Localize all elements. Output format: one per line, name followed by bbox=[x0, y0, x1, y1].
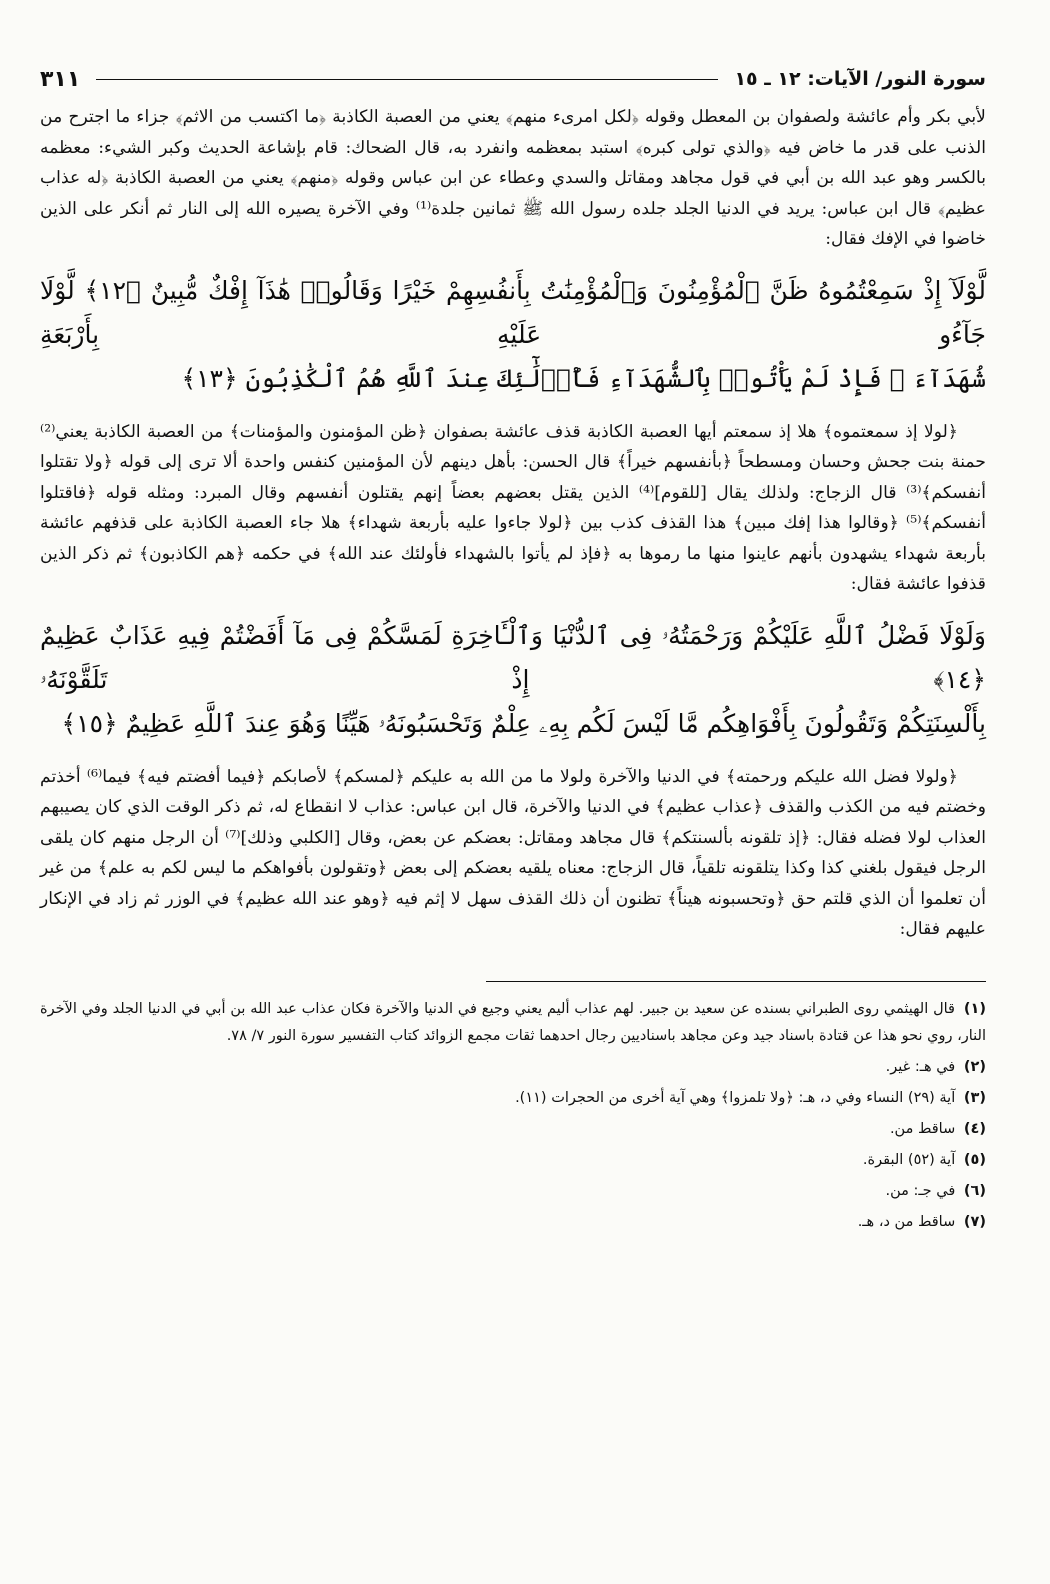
footnote bbox=[40, 1085, 986, 1112]
verse-line: بِأَلْسِنَتِكُمْ وَتَقُولُونَ بِأَفْوَاهِكُم مَّا لَيْسَ لَكُم بِهِۦ عِلْمٌ وَتَحْسَبُونَهُۥ هَيِّنًا وَهُوَ عِندَ ٱللَّهِ عَظِيمٌ ﴿١٥﴾ bbox=[61, 708, 986, 738]
footnote bbox=[40, 1178, 986, 1205]
footnote-text: آية (٥٢) البقرة. bbox=[862, 1151, 956, 1168]
footnote bbox=[40, 1116, 986, 1143]
footnote-marker: (٧) bbox=[963, 1213, 986, 1230]
footnote bbox=[40, 1147, 986, 1174]
footnote-marker: (٤) bbox=[963, 1120, 986, 1137]
quran-verse-block bbox=[40, 614, 986, 746]
header-rule bbox=[96, 79, 718, 80]
commentary-paragraph: لأبي بكر وأم عائشة ولصفوان بن المعطل وقوله ﴿لكل امرىء منهم﴾ يعني من العصبة الكاذبة ﴿ما اكتسب من الاثم﴾ جزاء ما اجترح من الذنب على قدر ما خاض فيه ﴿والذي تولى كبره﴾ استبد بمعظمه وانفرد به، قال الضحاك: قام بإشاعة الحديث وكبر الشيء: معظمه بالكسر وهو عبد الله بن أبي في قول مجاهد ومقاتل والسدي وعطاء عن ابن عباس وقوله ﴿منهم﴾ يعني من العصبة الكاذبة ﴿له عذاب عظيم﴾ قال ابن عباس: يريد في الدنيا الجلد جلده رسول الله ﷺ ثمانين جلدة⁽¹⁾ وفي الآخرة يصيره الله إلى النار ثم أنكر على الذين خاضوا في الإفك فقال: bbox=[40, 107, 986, 249]
footnote-text: في جـ: من. bbox=[885, 1182, 956, 1199]
verse-line: وَلَوْلَا فَضْلُ ٱللَّهِ عَلَيْكُمْ وَرَحْمَتُهُۥ فِى ٱلدُّنْيَا وَٱلْـَٔاخِرَةِ لَمَسَّكُمْ فِى مَآ أَفَضْتُمْ فِيهِ عَذَابٌ عَظِيمٌ ﴿١٤﴾ إِذْ تَلَقَّوْنَهُۥ bbox=[40, 620, 986, 694]
footnote bbox=[40, 1054, 986, 1081]
footnote-marker: (٢) bbox=[963, 1058, 986, 1075]
footnote bbox=[40, 1209, 986, 1236]
quran-verse-block bbox=[40, 269, 986, 401]
footnote-text: ساقط من. bbox=[889, 1120, 956, 1137]
running-header bbox=[40, 62, 986, 96]
footnote-text: آية (٢٩) النساء وفي د، هـ: ﴿ولا تلمزوا﴾ وهي آية أخرى من الحجرات (١١). bbox=[515, 1089, 956, 1106]
footnote-text: في هـ: غير. bbox=[885, 1058, 956, 1075]
page-body bbox=[40, 102, 986, 1236]
footnote-marker: (٣) bbox=[963, 1089, 986, 1106]
verse-line: شُهَدَآءَ ۚ فَإِذْ لَمْ يَأْتُوا۟ بِٱلشُّهَدَآءِ فَأُو۟لَٰٓئِكَ عِندَ ٱللَّهِ هُمُ ٱلْكَٰذِبُونَ ﴿١٣﴾ bbox=[181, 363, 986, 393]
footnote-separator bbox=[486, 981, 986, 982]
page-number: ٣١١ bbox=[40, 66, 81, 92]
footnote-text: قال الهيثمي روى الطبراني بسنده عن سعيد بن جبير. لهم عذاب أليم يعني وجيع في الدنيا والآخرة فكان عذاب عبد الله بن أبي في الدنيا الجلد وفي الآخرة النار، روي نحو هذا عن قتادة باسناد جيد وعن مجاهد باسناديين رجال احدهما ثقات مجمع الزوائد كتاب التفسير سورة النور ٧/ ٧٨. bbox=[40, 1000, 986, 1044]
footnote-marker: (٦) bbox=[963, 1182, 986, 1199]
footnote-text: ساقط من د، هـ. bbox=[857, 1213, 956, 1230]
commentary-paragraph: ﴿ولولا فضل الله عليكم ورحمته﴾ في الدنيا والآخرة ولولا ما من الله به عليكم ﴿لمسكم﴾ لأصابكم ﴿فيما أفضتم فيه﴾ فيما⁽⁶⁾ أخذتم وخضتم فيه من الكذب والقذف ﴿عذاب عظيم﴾ في الدنيا والآخرة، قال ابن عباس: عذاب لا انقطاع له، ثم ذكر الوقت الذي كان يصيبهم العذاب لولا فضله فقال: ﴿إذ تلقونه بألسنتكم﴾ قال مجاهد ومقاتل: بعضكم عن بعض، وقال [الكلبي وذلك]⁽⁷⁾ أن الرجل منهم كان يلقى الرجل فيقول بلغني كذا وكذا يتلقونه تلقياً، قال الزجاج: معناه يلقيه بعضكم إلى بعض ﴿وتقولون بأفواهكم ما ليس لكم به علم﴾ من غير أن تعلموا أن الذي قلتم حق ﴿وتحسبونه هيناً﴾ تظنون أن ذلك القذف سهل لا إثم فيه ﴿وهو عند الله عظيم﴾ في الوزر ثم زاد في الإنكار عليهم فقال: bbox=[40, 766, 986, 939]
footnote-marker: (١) bbox=[963, 1000, 986, 1017]
commentary-paragraph: ﴿لولا إذ سمعتموه﴾ هلا إذ سمعتم أيها العصبة الكاذبة قذف عائشة بصفوان ﴿ظن المؤمنون والمؤمنات﴾ من العصبة الكاذبة يعني⁽²⁾ حمنة بنت جحش وحسان ومسطحاً ﴿بأنفسهم خيراً﴾ قال الحسن: بأهل دينهم لأن المؤمنين كنفس واحدة ألا ترى إلى قوله ﴿ولا تقتلوا أنفسكم﴾⁽³⁾ قال الزجاج: ولذلك يقال [للقوم]⁽⁴⁾ الذين يقتل بعضهم بعضاً إنهم يقتلون أنفسهم وقال المبرد: ومثله قوله ﴿فاقتلوا أنفسكم﴾⁽⁵⁾ ﴿وقالوا هذا إفك مبين﴾ هذا القذف كذب بين ﴿لولا جاءوا عليه بأربعة شهداء﴾ هلا جاء العصبة الكاذبة على قذفهم عائشة بأربعة شهداء يشهدون بأنهم عاينوا منها ما رموها به ﴿فإذ لم يأتوا بالشهداء فأولئك عند الله﴾ في حكمه ﴿هم الكاذبون﴾ ثم ذكر الذين قذفوا عائشة فقال: bbox=[40, 421, 986, 594]
footnotes bbox=[40, 996, 986, 1236]
verse-line: لَّوْلَآ إِذْ سَمِعْتُمُوهُ ظَنَّ ٱلْمُؤْمِنُونَ وَٱلْمُؤْمِنَٰتُ بِأَنفُسِهِمْ خَيْرًا وَقَالُوا۟ هَٰذَآ إِفْكٌ مُّبِينٌ ﴿١٢﴾ لَّوْلَا جَآءُو عَلَيْهِ بِأَرْبَعَةِ bbox=[40, 275, 986, 349]
footnote bbox=[40, 996, 986, 1050]
header-title: سورة النور/ الآيات: ١٢ ـ ١٥ bbox=[734, 68, 986, 90]
footnote-marker: (٥) bbox=[963, 1151, 986, 1168]
